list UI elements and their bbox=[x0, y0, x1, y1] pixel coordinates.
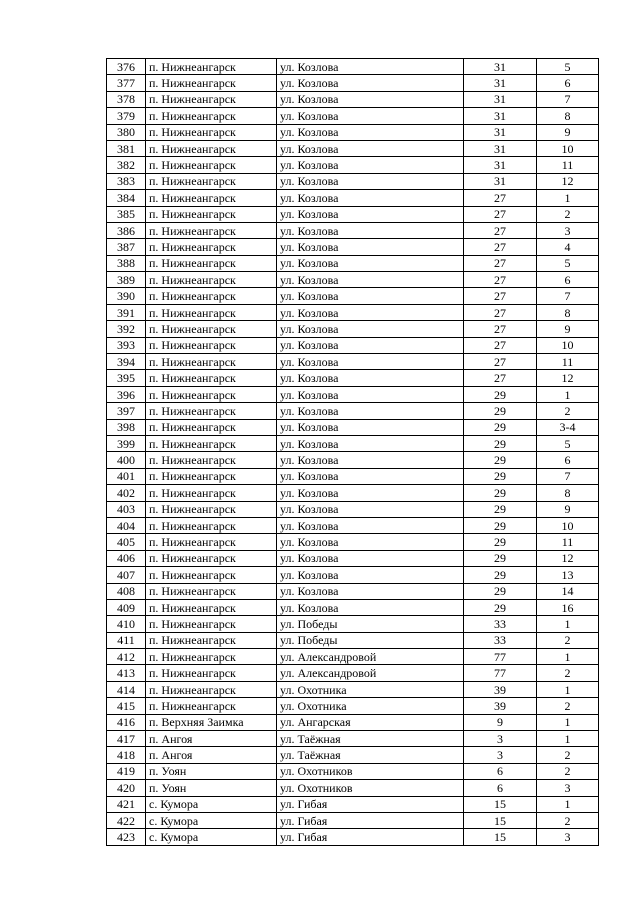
house-number-cell: 27 bbox=[464, 304, 537, 320]
table-row bbox=[107, 190, 599, 206]
apartment-number-cell: 16 bbox=[537, 599, 599, 615]
settlement-cell: п. Нижнеангарск bbox=[146, 468, 277, 484]
row-number-cell: 397 bbox=[107, 403, 146, 419]
street-cell: ул. Козлова bbox=[277, 304, 464, 320]
settlement-cell: п. Ангоя bbox=[146, 731, 277, 747]
street-cell: ул. Козлова bbox=[277, 337, 464, 353]
apartment-number-cell: 2 bbox=[537, 812, 599, 828]
settlement-cell: п. Нижнеангарск bbox=[146, 255, 277, 271]
street-cell: ул. Козлова bbox=[277, 239, 464, 255]
table-row bbox=[107, 829, 599, 845]
table-row bbox=[107, 714, 599, 730]
house-number-cell: 27 bbox=[464, 370, 537, 386]
settlement-cell: п. Нижнеангарск bbox=[146, 583, 277, 599]
table-row bbox=[107, 419, 599, 435]
house-number-cell: 29 bbox=[464, 403, 537, 419]
apartment-number-cell: 10 bbox=[537, 517, 599, 533]
row-number-cell: 414 bbox=[107, 681, 146, 697]
apartment-number-cell: 1 bbox=[537, 386, 599, 402]
house-number-cell: 27 bbox=[464, 354, 537, 370]
street-cell: ул. Таёжная bbox=[277, 747, 464, 763]
table-row bbox=[107, 501, 599, 517]
house-number-cell: 29 bbox=[464, 583, 537, 599]
house-number-cell: 39 bbox=[464, 681, 537, 697]
street-cell: ул. Козлова bbox=[277, 255, 464, 271]
street-cell: ул. Александровой bbox=[277, 665, 464, 681]
table-row bbox=[107, 649, 599, 665]
house-number-cell: 27 bbox=[464, 190, 537, 206]
table-row bbox=[107, 108, 599, 124]
apartment-number-cell: 1 bbox=[537, 190, 599, 206]
row-number-cell: 386 bbox=[107, 222, 146, 238]
street-cell: ул. Козлова bbox=[277, 124, 464, 140]
table-row bbox=[107, 567, 599, 583]
row-number-cell: 423 bbox=[107, 829, 146, 845]
street-cell: ул. Охотника bbox=[277, 698, 464, 714]
row-number-cell: 400 bbox=[107, 452, 146, 468]
table-row bbox=[107, 59, 599, 75]
street-cell: ул. Александровой bbox=[277, 649, 464, 665]
settlement-cell: п. Нижнеангарск bbox=[146, 517, 277, 533]
row-number-cell: 404 bbox=[107, 517, 146, 533]
house-number-cell: 31 bbox=[464, 108, 537, 124]
row-number-cell: 419 bbox=[107, 763, 146, 779]
row-number-cell: 396 bbox=[107, 386, 146, 402]
apartment-number-cell: 12 bbox=[537, 370, 599, 386]
street-cell: ул. Козлова bbox=[277, 75, 464, 91]
street-cell: ул. Козлова bbox=[277, 140, 464, 156]
table-row bbox=[107, 681, 599, 697]
apartment-number-cell: 8 bbox=[537, 108, 599, 124]
house-number-cell: 9 bbox=[464, 714, 537, 730]
apartment-number-cell: 1 bbox=[537, 714, 599, 730]
row-number-cell: 391 bbox=[107, 304, 146, 320]
apartment-number-cell: 7 bbox=[537, 468, 599, 484]
apartment-number-cell: 2 bbox=[537, 403, 599, 419]
apartment-number-cell: 12 bbox=[537, 550, 599, 566]
table-row bbox=[107, 255, 599, 271]
apartment-number-cell: 6 bbox=[537, 75, 599, 91]
address-table-body bbox=[107, 59, 599, 846]
table-row bbox=[107, 468, 599, 484]
street-cell: ул. Козлова bbox=[277, 501, 464, 517]
apartment-number-cell: 14 bbox=[537, 583, 599, 599]
house-number-cell: 29 bbox=[464, 599, 537, 615]
row-number-cell: 405 bbox=[107, 534, 146, 550]
row-number-cell: 380 bbox=[107, 124, 146, 140]
street-cell: ул. Козлова bbox=[277, 370, 464, 386]
row-number-cell: 384 bbox=[107, 190, 146, 206]
table-row bbox=[107, 599, 599, 615]
row-number-cell: 413 bbox=[107, 665, 146, 681]
settlement-cell: п. Уоян bbox=[146, 780, 277, 796]
table-row bbox=[107, 288, 599, 304]
table-row bbox=[107, 747, 599, 763]
house-number-cell: 31 bbox=[464, 173, 537, 189]
table-row bbox=[107, 780, 599, 796]
table-row bbox=[107, 632, 599, 648]
apartment-number-cell: 10 bbox=[537, 337, 599, 353]
settlement-cell: п. Нижнеангарск bbox=[146, 304, 277, 320]
street-cell: ул. Козлова bbox=[277, 468, 464, 484]
settlement-cell: п. Нижнеангарск bbox=[146, 452, 277, 468]
table-row bbox=[107, 386, 599, 402]
table-row bbox=[107, 665, 599, 681]
settlement-cell: п. Нижнеангарск bbox=[146, 550, 277, 566]
settlement-cell: п. Нижнеангарск bbox=[146, 435, 277, 451]
house-number-cell: 29 bbox=[464, 567, 537, 583]
apartment-number-cell: 6 bbox=[537, 452, 599, 468]
settlement-cell: п. Нижнеангарск bbox=[146, 239, 277, 255]
row-number-cell: 382 bbox=[107, 157, 146, 173]
street-cell: ул. Козлова bbox=[277, 550, 464, 566]
settlement-cell: п. Уоян bbox=[146, 763, 277, 779]
house-number-cell: 31 bbox=[464, 91, 537, 107]
house-number-cell: 29 bbox=[464, 419, 537, 435]
settlement-cell: п. Ангоя bbox=[146, 747, 277, 763]
street-cell: ул. Охотников bbox=[277, 763, 464, 779]
settlement-cell: п. Нижнеангарск bbox=[146, 599, 277, 615]
settlement-cell: п. Нижнеангарск bbox=[146, 140, 277, 156]
apartment-number-cell: 1 bbox=[537, 796, 599, 812]
house-number-cell: 29 bbox=[464, 517, 537, 533]
house-number-cell: 27 bbox=[464, 255, 537, 271]
settlement-cell: п. Нижнеангарск bbox=[146, 190, 277, 206]
street-cell: ул. Таёжная bbox=[277, 731, 464, 747]
apartment-number-cell: 2 bbox=[537, 632, 599, 648]
house-number-cell: 31 bbox=[464, 157, 537, 173]
apartment-number-cell: 1 bbox=[537, 681, 599, 697]
apartment-number-cell: 3 bbox=[537, 780, 599, 796]
house-number-cell: 27 bbox=[464, 206, 537, 222]
table-row bbox=[107, 796, 599, 812]
street-cell: ул. Козлова bbox=[277, 583, 464, 599]
row-number-cell: 399 bbox=[107, 435, 146, 451]
house-number-cell: 3 bbox=[464, 747, 537, 763]
house-number-cell: 15 bbox=[464, 812, 537, 828]
apartment-number-cell: 5 bbox=[537, 435, 599, 451]
settlement-cell: п. Нижнеангарск bbox=[146, 173, 277, 189]
table-row bbox=[107, 812, 599, 828]
row-number-cell: 387 bbox=[107, 239, 146, 255]
row-number-cell: 408 bbox=[107, 583, 146, 599]
settlement-cell: п. Нижнеангарск bbox=[146, 386, 277, 402]
apartment-number-cell: 1 bbox=[537, 731, 599, 747]
settlement-cell: п. Нижнеангарск bbox=[146, 616, 277, 632]
apartment-number-cell: 9 bbox=[537, 501, 599, 517]
house-number-cell: 3 bbox=[464, 731, 537, 747]
settlement-cell: п. Нижнеангарск bbox=[146, 206, 277, 222]
settlement-cell: п. Нижнеангарск bbox=[146, 567, 277, 583]
settlement-cell: п. Нижнеангарск bbox=[146, 632, 277, 648]
street-cell: ул. Козлова bbox=[277, 91, 464, 107]
apartment-number-cell: 2 bbox=[537, 698, 599, 714]
table-row bbox=[107, 321, 599, 337]
apartment-number-cell: 13 bbox=[537, 567, 599, 583]
table-row bbox=[107, 435, 599, 451]
street-cell: ул. Гибая bbox=[277, 812, 464, 828]
house-number-cell: 15 bbox=[464, 796, 537, 812]
settlement-cell: п. Нижнеангарск bbox=[146, 649, 277, 665]
table-row bbox=[107, 140, 599, 156]
street-cell: ул. Козлова bbox=[277, 485, 464, 501]
row-number-cell: 390 bbox=[107, 288, 146, 304]
street-cell: ул. Козлова bbox=[277, 190, 464, 206]
apartment-number-cell: 1 bbox=[537, 649, 599, 665]
house-number-cell: 27 bbox=[464, 321, 537, 337]
row-number-cell: 421 bbox=[107, 796, 146, 812]
settlement-cell: п. Нижнеангарск bbox=[146, 698, 277, 714]
apartment-number-cell: 2 bbox=[537, 206, 599, 222]
apartment-number-cell: 4 bbox=[537, 239, 599, 255]
street-cell: ул. Козлова bbox=[277, 435, 464, 451]
house-number-cell: 6 bbox=[464, 780, 537, 796]
settlement-cell: п. Нижнеангарск bbox=[146, 501, 277, 517]
settlement-cell: п. Нижнеангарск bbox=[146, 419, 277, 435]
house-number-cell: 27 bbox=[464, 288, 537, 304]
street-cell: ул. Козлова bbox=[277, 452, 464, 468]
row-number-cell: 393 bbox=[107, 337, 146, 353]
settlement-cell: п. Нижнеангарск bbox=[146, 222, 277, 238]
house-number-cell: 29 bbox=[464, 550, 537, 566]
street-cell: ул. Охотника bbox=[277, 681, 464, 697]
house-number-cell: 29 bbox=[464, 452, 537, 468]
table-row bbox=[107, 272, 599, 288]
apartment-number-cell: 7 bbox=[537, 288, 599, 304]
table-row bbox=[107, 517, 599, 533]
table-row bbox=[107, 206, 599, 222]
house-number-cell: 29 bbox=[464, 485, 537, 501]
row-number-cell: 406 bbox=[107, 550, 146, 566]
row-number-cell: 385 bbox=[107, 206, 146, 222]
settlement-cell: с. Кумора bbox=[146, 796, 277, 812]
house-number-cell: 29 bbox=[464, 501, 537, 517]
street-cell: ул. Охотников bbox=[277, 780, 464, 796]
settlement-cell: п. Нижнеангарск bbox=[146, 124, 277, 140]
row-number-cell: 411 bbox=[107, 632, 146, 648]
apartment-number-cell: 8 bbox=[537, 485, 599, 501]
table-row bbox=[107, 222, 599, 238]
house-number-cell: 29 bbox=[464, 534, 537, 550]
row-number-cell: 412 bbox=[107, 649, 146, 665]
settlement-cell: п. Нижнеангарск bbox=[146, 403, 277, 419]
row-number-cell: 417 bbox=[107, 731, 146, 747]
table-row bbox=[107, 157, 599, 173]
settlement-cell: п. Нижнеангарск bbox=[146, 321, 277, 337]
table-row bbox=[107, 698, 599, 714]
table-row bbox=[107, 91, 599, 107]
apartment-number-cell: 3 bbox=[537, 829, 599, 845]
settlement-cell: п. Нижнеангарск bbox=[146, 157, 277, 173]
apartment-number-cell: 9 bbox=[537, 124, 599, 140]
apartment-number-cell: 2 bbox=[537, 763, 599, 779]
table-row bbox=[107, 370, 599, 386]
table-row bbox=[107, 731, 599, 747]
house-number-cell: 31 bbox=[464, 59, 537, 75]
row-number-cell: 395 bbox=[107, 370, 146, 386]
house-number-cell: 31 bbox=[464, 124, 537, 140]
row-number-cell: 407 bbox=[107, 567, 146, 583]
street-cell: ул. Козлова bbox=[277, 599, 464, 615]
street-cell: ул. Козлова bbox=[277, 567, 464, 583]
settlement-cell: с. Кумора bbox=[146, 829, 277, 845]
street-cell: ул. Козлова bbox=[277, 288, 464, 304]
house-number-cell: 27 bbox=[464, 272, 537, 288]
settlement-cell: п. Нижнеангарск bbox=[146, 354, 277, 370]
apartment-number-cell: 3 bbox=[537, 222, 599, 238]
street-cell: ул. Козлова bbox=[277, 354, 464, 370]
row-number-cell: 379 bbox=[107, 108, 146, 124]
apartment-number-cell: 2 bbox=[537, 747, 599, 763]
table-row bbox=[107, 550, 599, 566]
table-row bbox=[107, 452, 599, 468]
street-cell: ул. Козлова bbox=[277, 321, 464, 337]
settlement-cell: п. Нижнеангарск bbox=[146, 59, 277, 75]
row-number-cell: 378 bbox=[107, 91, 146, 107]
table-row bbox=[107, 534, 599, 550]
settlement-cell: п. Нижнеангарск bbox=[146, 91, 277, 107]
row-number-cell: 394 bbox=[107, 354, 146, 370]
house-number-cell: 27 bbox=[464, 337, 537, 353]
street-cell: ул. Козлова bbox=[277, 59, 464, 75]
row-number-cell: 403 bbox=[107, 501, 146, 517]
apartment-number-cell: 11 bbox=[537, 157, 599, 173]
settlement-cell: п. Нижнеангарск bbox=[146, 108, 277, 124]
row-number-cell: 377 bbox=[107, 75, 146, 91]
table-row bbox=[107, 403, 599, 419]
house-number-cell: 31 bbox=[464, 75, 537, 91]
apartment-number-cell: 3-4 bbox=[537, 419, 599, 435]
row-number-cell: 418 bbox=[107, 747, 146, 763]
apartment-number-cell: 6 bbox=[537, 272, 599, 288]
apartment-number-cell: 11 bbox=[537, 534, 599, 550]
street-cell: ул. Козлова bbox=[277, 419, 464, 435]
house-number-cell: 27 bbox=[464, 222, 537, 238]
house-number-cell: 15 bbox=[464, 829, 537, 845]
street-cell: ул. Ангарская bbox=[277, 714, 464, 730]
apartment-number-cell: 9 bbox=[537, 321, 599, 337]
row-number-cell: 381 bbox=[107, 140, 146, 156]
house-number-cell: 77 bbox=[464, 649, 537, 665]
street-cell: ул. Козлова bbox=[277, 517, 464, 533]
settlement-cell: п. Нижнеангарск bbox=[146, 534, 277, 550]
apartment-number-cell: 1 bbox=[537, 616, 599, 632]
street-cell: ул. Победы bbox=[277, 632, 464, 648]
row-number-cell: 420 bbox=[107, 780, 146, 796]
settlement-cell: п. Нижнеангарск bbox=[146, 272, 277, 288]
street-cell: ул. Победы bbox=[277, 616, 464, 632]
apartment-number-cell: 5 bbox=[537, 59, 599, 75]
row-number-cell: 389 bbox=[107, 272, 146, 288]
table-row bbox=[107, 354, 599, 370]
row-number-cell: 401 bbox=[107, 468, 146, 484]
street-cell: ул. Козлова bbox=[277, 206, 464, 222]
street-cell: ул. Козлова bbox=[277, 222, 464, 238]
apartment-number-cell: 8 bbox=[537, 304, 599, 320]
settlement-cell: с. Кумора bbox=[146, 812, 277, 828]
street-cell: ул. Гибая bbox=[277, 829, 464, 845]
house-number-cell: 6 bbox=[464, 763, 537, 779]
house-number-cell: 33 bbox=[464, 632, 537, 648]
row-number-cell: 402 bbox=[107, 485, 146, 501]
row-number-cell: 415 bbox=[107, 698, 146, 714]
table-row bbox=[107, 124, 599, 140]
row-number-cell: 398 bbox=[107, 419, 146, 435]
street-cell: ул. Козлова bbox=[277, 272, 464, 288]
row-number-cell: 383 bbox=[107, 173, 146, 189]
apartment-number-cell: 11 bbox=[537, 354, 599, 370]
apartment-number-cell: 7 bbox=[537, 91, 599, 107]
row-number-cell: 392 bbox=[107, 321, 146, 337]
apartment-number-cell: 2 bbox=[537, 665, 599, 681]
table-row bbox=[107, 239, 599, 255]
table-row bbox=[107, 173, 599, 189]
table-row bbox=[107, 616, 599, 632]
house-number-cell: 77 bbox=[464, 665, 537, 681]
apartment-number-cell: 10 bbox=[537, 140, 599, 156]
settlement-cell: п. Нижнеангарск bbox=[146, 288, 277, 304]
table-row bbox=[107, 75, 599, 91]
table-row bbox=[107, 485, 599, 501]
settlement-cell: п. Нижнеангарск bbox=[146, 75, 277, 91]
row-number-cell: 410 bbox=[107, 616, 146, 632]
street-cell: ул. Козлова bbox=[277, 157, 464, 173]
house-number-cell: 29 bbox=[464, 435, 537, 451]
settlement-cell: п. Нижнеангарск bbox=[146, 485, 277, 501]
apartment-number-cell: 12 bbox=[537, 173, 599, 189]
street-cell: ул. Козлова bbox=[277, 534, 464, 550]
table-row bbox=[107, 763, 599, 779]
house-number-cell: 31 bbox=[464, 140, 537, 156]
apartment-number-cell: 5 bbox=[537, 255, 599, 271]
street-cell: ул. Козлова bbox=[277, 108, 464, 124]
row-number-cell: 376 bbox=[107, 59, 146, 75]
settlement-cell: п. Нижнеангарск bbox=[146, 665, 277, 681]
house-number-cell: 29 bbox=[464, 386, 537, 402]
settlement-cell: п. Верхняя Заимка bbox=[146, 714, 277, 730]
row-number-cell: 422 bbox=[107, 812, 146, 828]
street-cell: ул. Гибая bbox=[277, 796, 464, 812]
street-cell: ул. Козлова bbox=[277, 403, 464, 419]
row-number-cell: 409 bbox=[107, 599, 146, 615]
house-number-cell: 39 bbox=[464, 698, 537, 714]
row-number-cell: 388 bbox=[107, 255, 146, 271]
settlement-cell: п. Нижнеангарск bbox=[146, 337, 277, 353]
table-row bbox=[107, 337, 599, 353]
house-number-cell: 27 bbox=[464, 239, 537, 255]
row-number-cell: 416 bbox=[107, 714, 146, 730]
street-cell: ул. Козлова bbox=[277, 173, 464, 189]
settlement-cell: п. Нижнеангарск bbox=[146, 370, 277, 386]
table-row bbox=[107, 304, 599, 320]
settlement-cell: п. Нижнеангарск bbox=[146, 681, 277, 697]
house-number-cell: 33 bbox=[464, 616, 537, 632]
house-number-cell: 29 bbox=[464, 468, 537, 484]
address-table bbox=[106, 58, 599, 846]
street-cell: ул. Козлова bbox=[277, 386, 464, 402]
table-row bbox=[107, 583, 599, 599]
